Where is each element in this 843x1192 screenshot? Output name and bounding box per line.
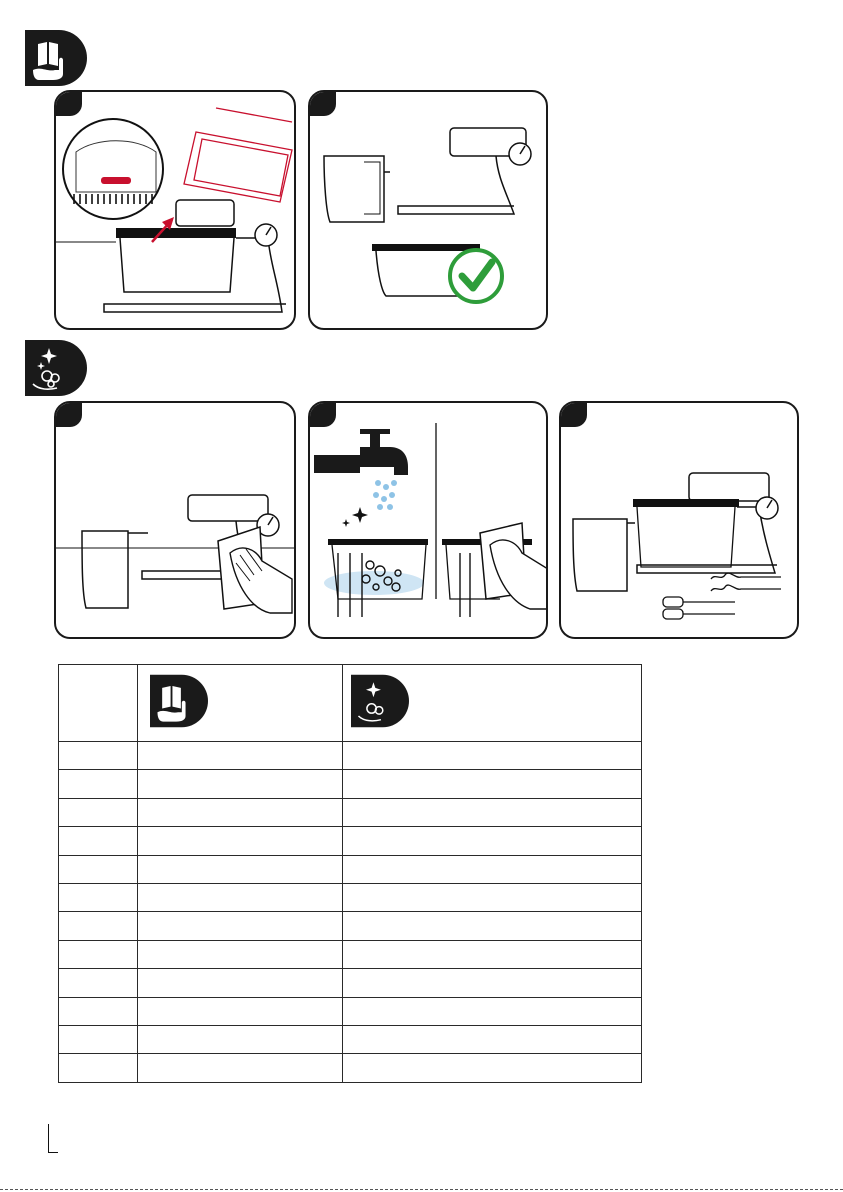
- table-cell: [138, 997, 343, 1025]
- book-hand-icon: [150, 673, 208, 729]
- table-cell: [138, 883, 343, 911]
- table-cell: [343, 912, 642, 940]
- table-row: [59, 1054, 642, 1082]
- table-cell: [343, 883, 642, 911]
- table-cell: [59, 1025, 138, 1053]
- table-cell: [343, 855, 642, 883]
- table-cell: [343, 742, 642, 770]
- parts-table: [58, 664, 642, 1083]
- table-cell: [59, 827, 138, 855]
- table-row: [59, 770, 642, 798]
- table-cell: [138, 912, 343, 940]
- table-cell: [138, 827, 343, 855]
- sparkle-clean-icon: [25, 340, 87, 396]
- table-cell: [138, 798, 343, 826]
- step-panel-reassembled: [559, 401, 799, 639]
- table-header-cell: [59, 665, 138, 742]
- table-row: [59, 912, 642, 940]
- table-cell: [59, 770, 138, 798]
- book-hand-icon: [25, 30, 87, 86]
- table-cell: [138, 855, 343, 883]
- table-cell: [59, 997, 138, 1025]
- table-row: [59, 940, 642, 968]
- table-cell: [59, 912, 138, 940]
- table-cell: [59, 1054, 138, 1082]
- table-header-row: [59, 665, 642, 742]
- step-panel-remove-head: [54, 90, 296, 330]
- table-row: [59, 827, 642, 855]
- table-row: [59, 855, 642, 883]
- table-cell: [343, 1025, 642, 1053]
- table-cell: [138, 940, 343, 968]
- table-row: [59, 798, 642, 826]
- table-row: [59, 997, 642, 1025]
- table-cell: [59, 798, 138, 826]
- table-cell: [59, 742, 138, 770]
- sparkle-clean-icon: [351, 673, 409, 729]
- table-cell: [343, 770, 642, 798]
- table-cell: [343, 940, 642, 968]
- table-row: [59, 883, 642, 911]
- table-cell: [59, 883, 138, 911]
- table-cell: [59, 969, 138, 997]
- table-cell: [138, 770, 343, 798]
- page-bottom-rule: [0, 1189, 843, 1190]
- table-cell: [59, 855, 138, 883]
- table-cell: [138, 742, 343, 770]
- table-cell: [343, 997, 642, 1025]
- step-panel-rinse: [308, 401, 548, 639]
- table-header-cell: [138, 665, 343, 742]
- table-cell: [138, 1025, 343, 1053]
- table-cell: [343, 827, 642, 855]
- page-corner-mark: [48, 1124, 58, 1153]
- step-panel-wipe-base: [54, 401, 296, 639]
- table-cell: [343, 1054, 642, 1082]
- check-icon: [446, 246, 506, 306]
- table-row: [59, 969, 642, 997]
- table-header-cell: [343, 665, 642, 742]
- table-cell: [138, 969, 343, 997]
- table-row: [59, 742, 642, 770]
- step-panel-parts-ok: [308, 90, 548, 330]
- table-cell: [343, 969, 642, 997]
- table-row: [59, 1025, 642, 1053]
- table-cell: [138, 1054, 343, 1082]
- table-cell: [343, 798, 642, 826]
- table-cell: [59, 940, 138, 968]
